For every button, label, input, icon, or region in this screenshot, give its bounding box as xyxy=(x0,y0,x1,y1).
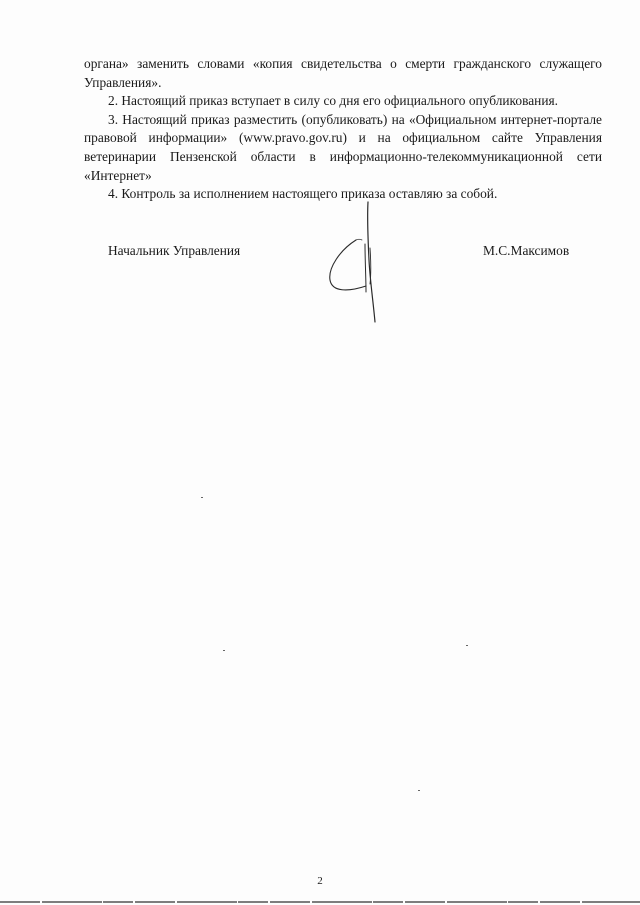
document-body xyxy=(84,55,602,204)
signatory-title: Начальник Управления xyxy=(108,243,241,258)
handwritten-signature xyxy=(318,200,388,325)
signatory-name: М.С.Максимов xyxy=(483,243,570,258)
scan-speck xyxy=(223,650,225,651)
scan-speck xyxy=(201,497,203,498)
page-number: 2 xyxy=(317,875,323,887)
scan-speck xyxy=(466,645,468,646)
scan-edge-line xyxy=(0,899,640,905)
paragraph-2: 2. Настоящий приказ вступает в силу со дня его официального опубликования. xyxy=(108,93,558,109)
scan-speck xyxy=(418,790,420,791)
paragraph-continuation: органа» заменить словами «копия свидетельства о смерти гражданского служащего Управления». xyxy=(84,56,602,90)
paragraph-3: 3. Настоящий приказ разместить (опубликовать) на «Официальном интернет-портале правовой информации» (www.pravo.gov.ru) и на официальном сайте Управления ветеринарии Пензенской области в информационно-телекоммуникационной сети «Интернет» xyxy=(84,111,602,183)
paragraph-4: 4. Контроль за исполнением настоящего приказа оставляю за собой. xyxy=(108,186,498,202)
